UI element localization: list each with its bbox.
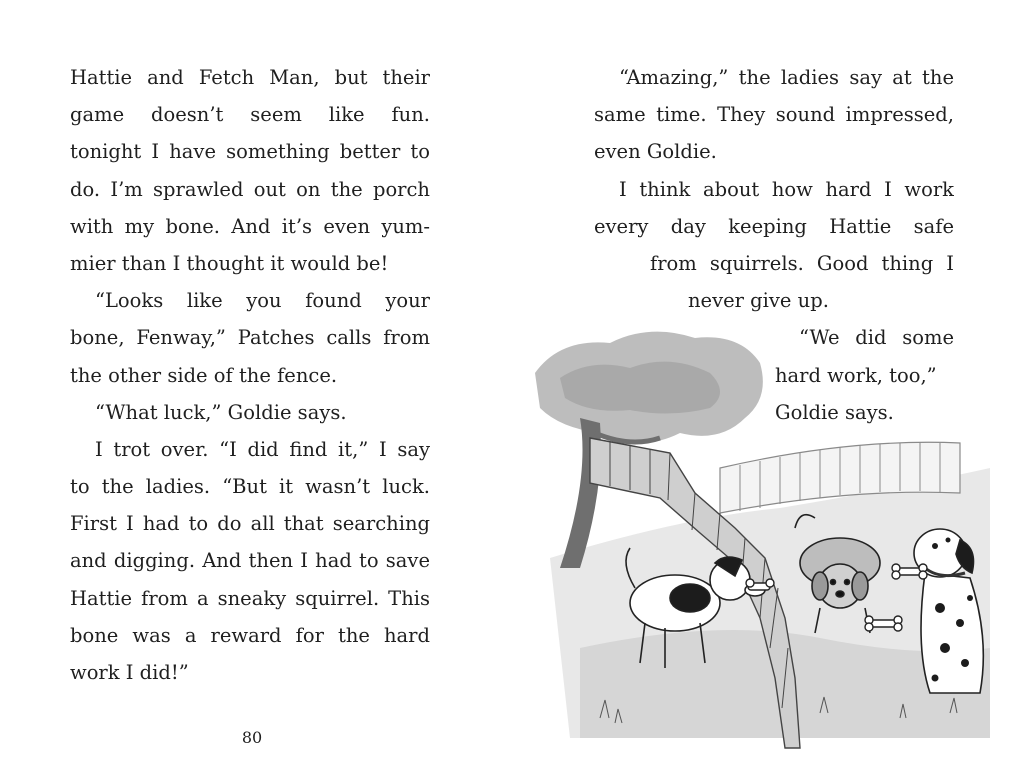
text-line: tonight I have something better to: [70, 140, 430, 164]
text-line: bone was a reward for the hard: [70, 623, 430, 647]
text-line: and digging. And then I had to save: [70, 549, 430, 573]
text-line: Goldie says.: [775, 400, 894, 424]
text-line: work I did!”: [70, 661, 189, 684]
text-line: game doesn’t seem like fun.: [70, 103, 430, 127]
dogs-at-fence-illustration: [520, 318, 1000, 758]
page-number: 80: [241, 728, 263, 747]
text-line: do. I’m sprawled out on the porch: [70, 177, 430, 201]
text-line: I trot over. “I did find it,” I say: [95, 437, 430, 461]
text-line: mier than I thought it would be!: [70, 251, 389, 275]
text-line: “Amazing,” the ladies say at the: [619, 66, 954, 89]
text-line: bone, Fenway,” Patches calls from: [70, 326, 430, 350]
text-line: “We did some: [799, 326, 954, 350]
text-line: hard work, too,”: [775, 363, 937, 387]
text-line: “Looks like you found your: [95, 289, 430, 313]
text-line: same time. They sound impressed,: [594, 103, 954, 127]
text-line: never give up.: [688, 289, 829, 313]
text-line: I think about how hard I work: [619, 177, 954, 201]
text-line: the other side of the fence.: [70, 363, 338, 387]
text-line: even Goldie.: [594, 140, 717, 164]
text-line: to the ladies. “But it wasn’t luck.: [70, 475, 430, 499]
text-line: Hattie and Fetch Man, but their: [70, 66, 430, 89]
left-page-text: [70, 59, 430, 691]
text-line: from squirrels. Good thing I: [650, 251, 954, 275]
text-line: “What luck,” Goldie says.: [95, 400, 347, 424]
text-line: First I had to do all that searching: [70, 512, 430, 536]
text-line: with my bone. And it’s even yum-: [70, 214, 430, 238]
text-line: Hattie from a sneaky squirrel. This: [70, 586, 430, 610]
text-line: every day keeping Hattie safe: [594, 214, 954, 238]
